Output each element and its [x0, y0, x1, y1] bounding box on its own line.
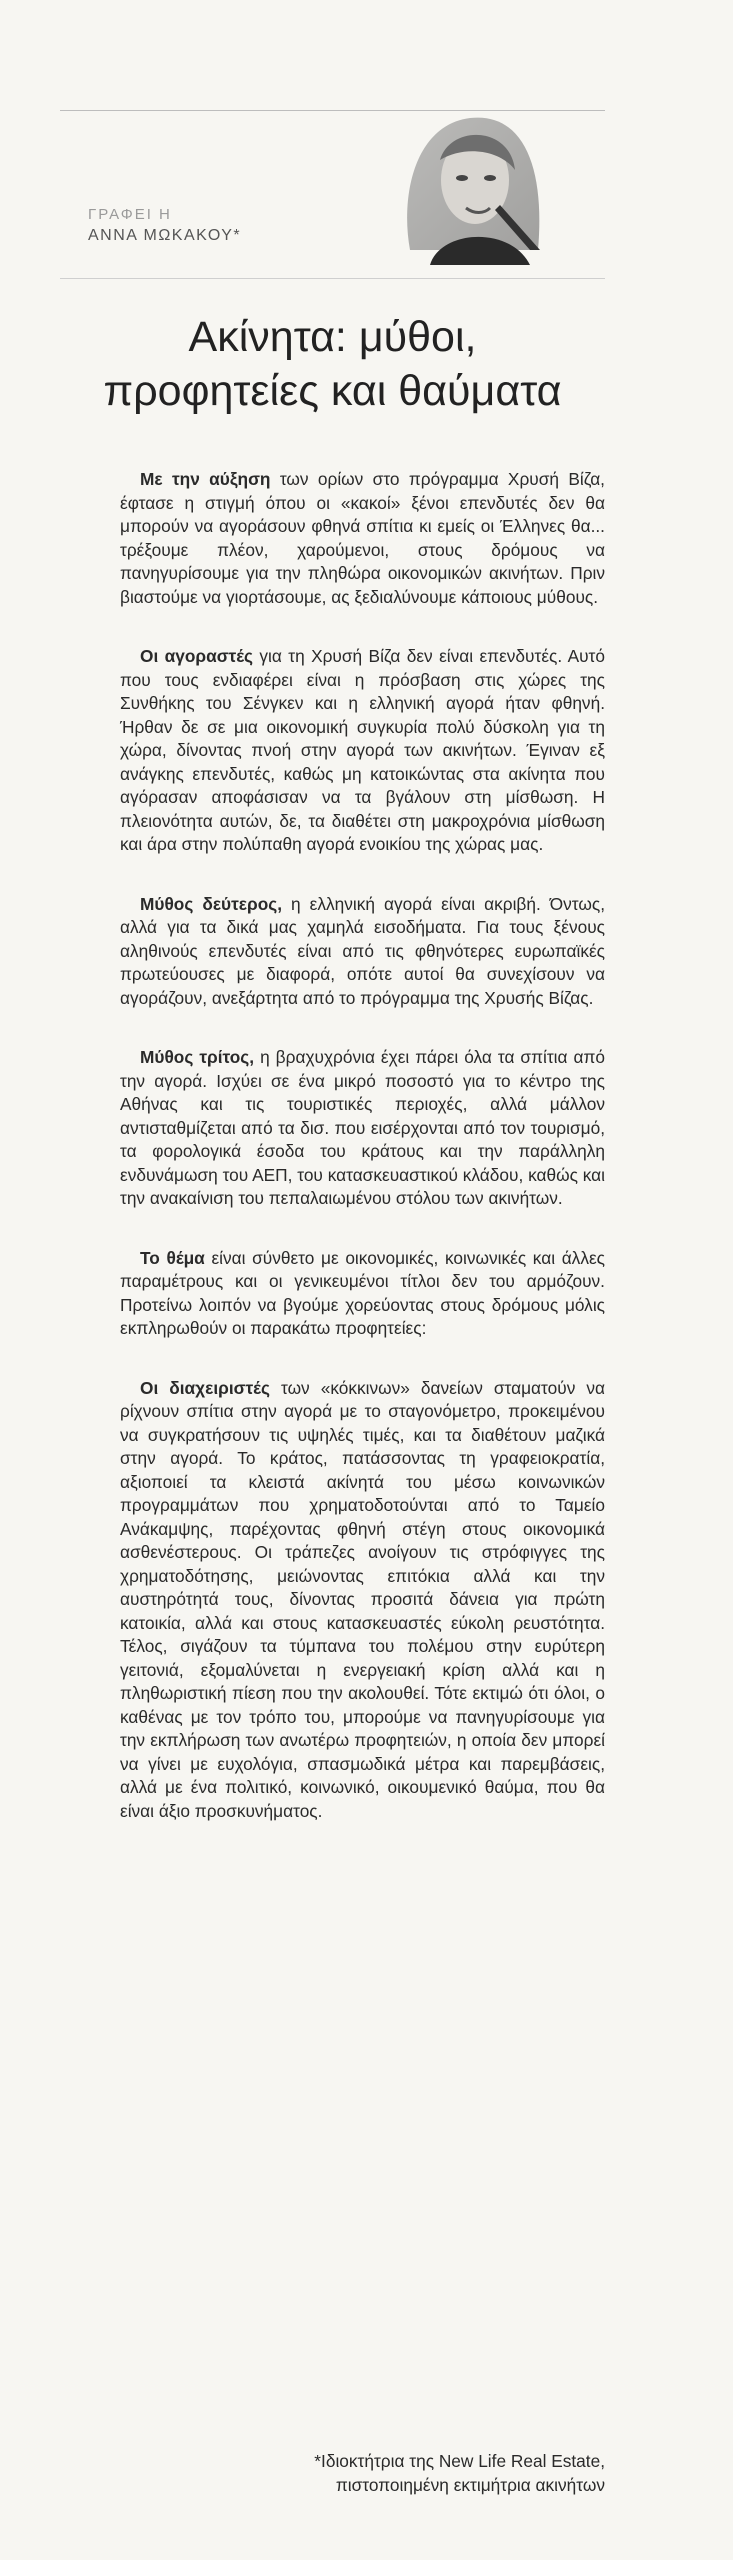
paragraph-5	[120, 1247, 605, 1341]
paragraph-4-text: η βραχυχρόνια έχει πάρει όλα τα σπίτια από την αγορά. Ισχύει σε ένα μικρό ποσοστό για το κέντρο της Αθήνας και τις τουριστικές περιοχές, αλλά μάλλον αντισταθμίζεται από τα δισ. που εισέρχονται από τον τουρισμό, τα φορολογικά έσοδα του κράτους και την παράλληλη ενδυνάμωση του ΑΕΠ, του κατασκευαστικού κλάδου, καθώς και την ανακαίνιση του πεπαλαιωμένου στόλου των ακινήτων.	[120, 1047, 606, 1208]
paragraph-3	[120, 893, 605, 1011]
byline	[88, 205, 241, 247]
footnote-line-1: *Ιδιοκτήτρια της New Life Real Estate,	[314, 2451, 605, 2471]
byline-author: ΑΝΝΑ ΜΩΚΑΚΟΥ*	[88, 227, 242, 244]
article-headline	[60, 310, 605, 418]
author-footnote	[215, 2449, 605, 2497]
author-portrait	[370, 100, 570, 265]
paragraph-6-lead: Οι διαχειριστές	[140, 1377, 270, 1398]
paragraph-3-lead: Μύθος δεύτερος,	[140, 893, 283, 914]
headline-line-2: προφητείες και θαύματα	[103, 367, 562, 415]
paragraph-1-lead: Με την αύξηση	[140, 469, 271, 489]
paragraph-1	[120, 468, 605, 609]
article-body	[120, 468, 605, 1859]
paragraph-4-lead: Μύθος τρίτος,	[140, 1047, 255, 1067]
paragraph-2-lead: Οι αγοραστές	[140, 646, 254, 666]
paragraph-5-lead: Το θέμα	[140, 1247, 205, 1268]
paragraph-6	[120, 1377, 605, 1824]
paragraph-5-text: είναι σύνθετο με οικονομικές, κοινωνικές και άλλες παραμέτρους και οι γενικευμένοι τίτλοι δεν του αρμόζουν. Προτείνω λοιπόν να βγούμε χορεύοντας στους δρόμους μόλις εκπληρωθούν οι παρακάτω προφητείες:	[120, 1247, 605, 1338]
footnote-line-2: πιστοποιημένη εκτιμήτρια ακινήτων	[335, 2475, 605, 2495]
paragraph-2-text: για τη Χρυσή Βίζα δεν είναι επενδυτές. Αυτό που τους ενδιαφέρει είναι η πρόσβαση στις χώρες της Συνθήκης του Σένγκεν και η ελληνική αγορά ήταν φθηνή. Ήρθαν δε σε μια οικονομική συγκυρία πολύ δύσκολη για τη χώρα, δίνοντας πνοή στην αγορά των ακινήτων. Έγιναν εξ ανάγκης επενδυτές, καθώς μη κατοικώντας στα ακίνητα που αγόρασαν αποφάσισαν να τα βγάλουν στη μίσθωση. Η πλειονότητα αυτών, δε, τα διαθέτει στη μακροχρόνια μίσθωση και άρα στην πολύπαθη αγορά ενοικίου της χώρας μας.	[120, 646, 605, 854]
paragraph-2	[120, 645, 605, 857]
byline-label: ΓΡΑΦΕΙ Η	[88, 206, 172, 223]
paragraph-6-text: των «κόκκινων» δανείων σταματούν να ρίχνουν σπίτια στην αγορά με το σταγονόμετρο, προκειμένου να συγκρατήσουν τις υψηλές τιμές, και τα διαθέτουν μαζικά στην αγορά. Το κράτος, πατάσσοντας τη γραφειοκρατία, αξιοποιεί τα κλειστά ακίνητά του μέσω κοινωνικών προγραμμάτων που χρηματοδοτούνται από το Ταμείο Ανάκαμψης, παρέχοντας φθηνή στέγη στους οικονομικά ασθενέστερους. Οι τράπεζες ανοίγουν τις στρόφιγγες της χρηματοδότησης, μειώνοντας επιτόκια αλλά και την αυστηρότητά τους, δίνοντας προσιτά δάνεια για πρώτη κατοικία, αλλά και στους κατασκευαστές εύκολη ρευστότητα. Τέλος, σιγάζουν τα τύμπανα του πολέμου στην ευρύτερη γειτονιά, εξομαλύνεται η ενεργειακή κρίση αλλά και η πληθωριστική πίεση που την ακολουθεί. Τότε εκτιμώ ότι όλοι, ο καθένας με τον τρόπο του, μπορούμε να πανηγυρίσουμε για την εκπλήρωση των ανωτέρω προφητειών, η οποία δεν μπορεί να γίνει με ευχολόγια, σπασμωδικά μέτρα και παρεμβάσεις, αλλά με ένα πολιτικό, κοινωνικό, οικουμενικό θαύμα, που θα είναι άξιο προσκυνήματος.	[120, 1377, 605, 1821]
paragraph-4	[120, 1046, 605, 1211]
headline-line-1: Ακίνητα: μύθοι,	[188, 313, 477, 361]
paragraph-3-text: η ελληνική αγορά είναι ακριβή. Όντως, αλλά για τα δικά μας χαμηλά εισοδήματα. Για τους ξένους αληθινούς επενδυτές είναι από τις φθηνότερες ευρωπαϊκές πρωτεύουσες με διαφορά, οπότε αυτοί θα συνεχίσουν να αγοράζουν, ανεξάρτητα από το πρόγραμμα της Χρυσής Βίζας.	[120, 893, 605, 1008]
paragraph-1-text: των ορίων στο πρόγραμμα Χρυσή Βίζα, έφτασε η στιγμή όπου οι «κακοί» ξένοι επενδυτές δεν θα μπορούν να αγοράσουν φθηνά σπίτια κι εμείς οι Έλληνες θα... τρέξουμε πλέον, χαρούμενοι, στους δρόμους να πανηγυρίσουμε για την πληθώρα οικονομικών ακινήτων. Πριν βιαστούμε να γιορτάσουμε, ας ξεδιαλύνουμε κάποιους μύθους.	[120, 469, 605, 607]
header-divider	[60, 278, 605, 279]
